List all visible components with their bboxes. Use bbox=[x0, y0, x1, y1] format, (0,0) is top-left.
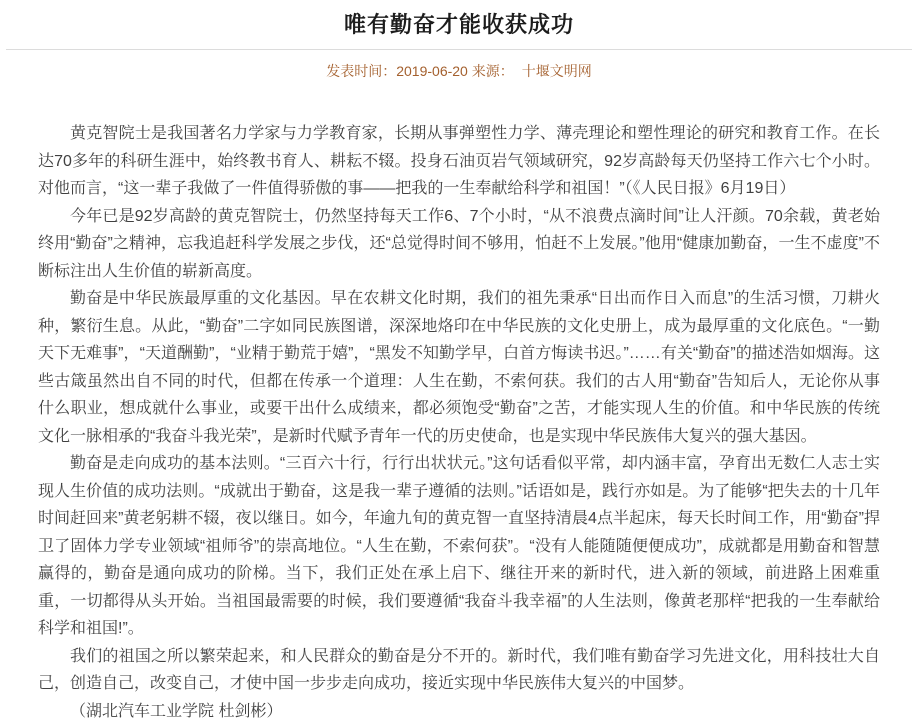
article-paragraph: 勤奋是中华民族最厚重的文化基因。早在农耕文化时期，我们的祖先秉承“日出而作日入而息”的生活习惯，刀耕火种，繁衍生息。从此，“勤奋”二字如同民族图谱，深深地烙印在中华民族的文化史册上，成为最厚重的文化底色。“一勤天下无难事”，“天道酬勤”，“业精于勤荒于嬉”，“黑发不知勤学早，白首方悔读书迟。”……有关“勤奋”的描述浩如烟海。这些古箴虽然出自不同的时代，但都在传承一个道理：人生在勤，不索何获。我们的古人用“勤奋”告知后人，无论你从事什么职业，想成就什么事业，或要干出什么成绩来，都必须饱受“勤奋”之苦，才能实现人生的价值。和中华民族的传统文化一脉相承的“我奋斗我光荣”，是新时代赋予青年一代的历史使命，也是实现中华民族伟大复兴的强大基因。 bbox=[38, 285, 880, 450]
article-paragraph: 今年已是92岁高龄的黄克智院士，仍然坚持每天工作6、7个小时，“从不浪费点滴时间”让人汗颜。70余载，黄老始终用“勤奋”之精神，忘我追赶科学发展之步伐，还“总觉得时间不够用，怕赶不上发展。”他用“健康加勤奋，一生不虚度”不断标注出人生价值的崭新高度。 bbox=[38, 203, 880, 286]
article-paragraph: 勤奋是走向成功的基本法则。“三百六十行，行行出状状元。”这句话看似平常，却内涵丰富，孕育出无数仁人志士实现人生价值的成功法则。“成就出于勤奋，这是我一辈子遵循的法则。”话语如是，践行亦如是。为了能够“把失去的十几年时间赶回来”黄老躬耕不辍，夜以继日。如今，年逾九旬的黄克智一直坚持清晨4点半起床，每天长时间工作，用“勤奋”捍卫了固体力学专业领域“祖师爷”的崇高地位。“人生在勤，不索何获”。“没有人能随随便便成功”，成就都是用勤奋和智慧赢得的，勤奋是通向成功的阶梯。当下，我们正处在承上启下、继往开来的新时代，进入新的领域，前进路上困难重重，一切都得从头开始。当祖国最需要的时候，我们要遵循“我奋斗我幸福”的人生法则，像黄老那样“把我的一生奉献给科学和祖国!”。 bbox=[38, 450, 880, 643]
publish-date: 2019-06-20 bbox=[396, 63, 468, 79]
article-author-line: （湖北汽车工业学院 杜剑彬） bbox=[38, 698, 880, 725]
page-title: 唯有勤奋才能收获成功 bbox=[0, 0, 918, 40]
article-paragraph: 黄克智院士是我国著名力学家与力学教育家，长期从事弹塑性力学、薄壳理论和塑性理论的研究和教育工作。在长达70多年的科研生涯中，始终教书育人、耕耘不辍。投身石油页岩气领域研究，92岁高龄每天仍坚持工作六七个小时。对他而言，“这一辈子我做了一件值得骄傲的事——把我的一生奉献给科学和祖国！”（《人民日报》6月19日） bbox=[38, 120, 880, 203]
title-divider bbox=[6, 49, 912, 50]
publish-time-label: 发表时间： bbox=[326, 63, 396, 79]
article-paragraph: 我们的祖国之所以繁荣起来，和人民群众的勤奋是分不开的。新时代，我们唯有勤奋学习先进文化，用科技壮大自己，创造自己，改变自己，才使中国一步步走向成功，接近实现中华民族伟大复兴的中国梦。 bbox=[38, 643, 880, 698]
source-label: 来源： bbox=[472, 63, 514, 79]
source-name: 十堰文明网 bbox=[522, 63, 592, 79]
article-body bbox=[38, 120, 880, 725]
article-meta bbox=[0, 62, 918, 80]
